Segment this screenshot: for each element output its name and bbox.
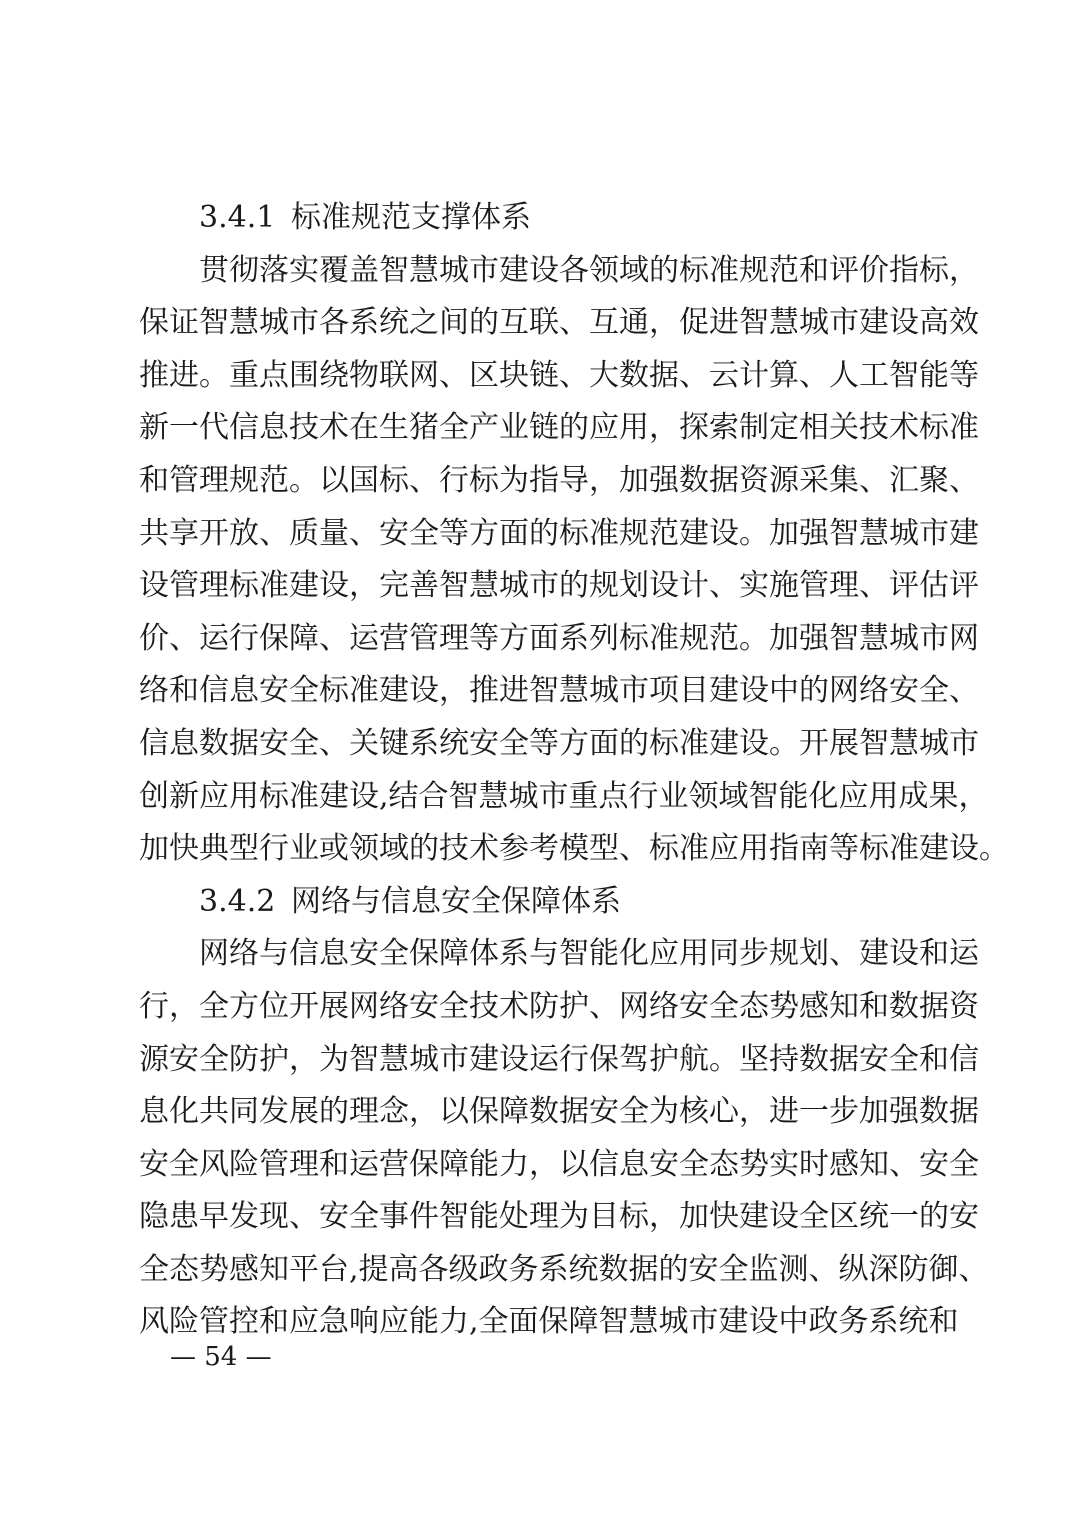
paragraph-line: 息化共同发展的理念，以保障数据安全为核心，进一步加强数据 [139,1094,979,1130]
paragraph-line: 源安全防护，为智慧城市建设运行保驾护航。坚持数据安全和信 [139,1041,979,1077]
paragraph-line: 贯彻落实覆盖智慧城市建设各领域的标准规范和评价指标， [199,252,979,288]
paragraph-line: 全态势感知平台,提高各级政务系统数据的安全监测、纵深防御、 [139,1251,989,1287]
paragraph-line: 行，全方位开展网络安全技术防护、网络安全态势感知和数据资 [139,988,979,1024]
document-body [139,192,1009,1349]
section-number: 3.4.1 [199,200,276,235]
paragraph-line: 新一代信息技术在生猪全产业链的应用，探索制定相关技术标准 [139,410,979,446]
paragraph-line: 推进。重点围绕物联网、区块链、大数据、云计算、人工智能等 [139,357,979,393]
paragraph-line: 加快典型行业或领域的技术参考模型、标准应用指南等标准建设。 [139,831,1009,867]
paragraph-line: 创新应用标准建设,结合智慧城市重点行业领域智能化应用成果， [139,778,989,814]
paragraph-line: 安全风险管理和运营保障能力，以信息安全态势实时感知、安全 [139,1146,979,1182]
paragraph-line: 设管理标准建设，完善智慧城市的规划设计、实施管理、评估评 [139,568,979,604]
paragraph-line: 隐患早发现、安全事件智能处理为目标，加快建设全区统一的安 [139,1199,979,1235]
paragraph-line: 网络与信息安全保障体系与智能化应用同步规划、建设和运 [199,936,979,972]
paragraph-line: 价、运行保障、运营管理等方面系列标准规范。加强智慧城市网 [139,620,979,656]
page-number: — 54 — [170,1342,272,1372]
paragraph-line: 和管理规范。以国标、行标为指导，加强数据资源采集、汇聚、 [139,462,979,498]
paragraph-line: 保证智慧城市各系统之间的互联、互通，促进智慧城市建设高效 [139,305,979,341]
paragraph-line: 风险管控和应急响应能力,全面保障智慧城市建设中政务系统和 [139,1304,959,1340]
section-title: 网络与信息安全保障体系 [291,883,621,919]
section-heading-3-4-2 [139,876,939,929]
section-number: 3.4.2 [199,883,276,919]
paragraph-line: 络和信息安全标准建设，推进智慧城市项目建设中的网络安全、 [139,673,979,709]
section-heading-3-4-1 [139,192,939,245]
section-title: 标准规范支撑体系 [291,200,531,235]
paragraph-line: 信息数据安全、关键系统安全等方面的标准建设。开展智慧城市 [139,725,979,761]
paragraph-line: 共享开放、质量、安全等方面的标准规范建设。加强智慧城市建 [139,515,979,551]
